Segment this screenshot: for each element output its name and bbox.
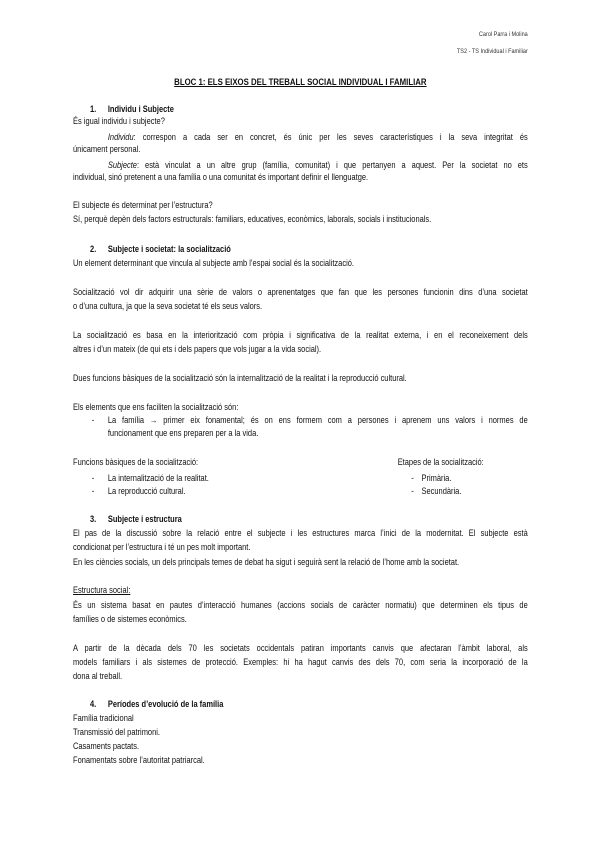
page-title: BLOC 1: ELS EIXOS DEL TREBALL SOCIAL INDIVIDUAL I FAMILIAR xyxy=(174,77,427,87)
question: El subjecte és determinat per l’estructura? xyxy=(73,200,213,210)
funcions-title: Funcions bàsiques de la socialització: xyxy=(73,457,199,467)
bullet-dash: - xyxy=(411,486,414,496)
paragraph-line: El pas de la discussió sobre la relació entre el subjecte i les estructures marca l’inici de la modernitat. El subjecte està xyxy=(73,528,528,538)
bullet-dash: - xyxy=(411,473,414,483)
list-line: Casaments pactats. xyxy=(73,741,140,751)
paragraph-line: Els elements que ens faciliten la socialització són: xyxy=(73,402,239,412)
paragraph-line: Dues funcions bàsiques de la socialització són la internalització de la realitat i la reproducció cultural. xyxy=(73,373,407,383)
section-4-heading: Períodes d’evolució de la família xyxy=(107,699,224,709)
list-item: La reproducció cultural. xyxy=(107,486,186,496)
paragraph-line: Un element determinant que vincula al subjecte amb l’espai social és la socialització. xyxy=(73,258,354,268)
paragraph-line: únicament personal. xyxy=(73,144,141,154)
paragraph-line: La socialització es basa en la interiorització com pròpia i significativa de la realitat externa, i en el reconeixement dels xyxy=(73,330,528,340)
section-1-number: 1. xyxy=(90,104,97,114)
paragraph-line: En les ciències socials, un dels principals temes de debat ha sigut i seguirà sent la relació de l’home amb la societat. xyxy=(73,557,460,567)
header-course: TS2 - TS Individual i Familiar xyxy=(456,48,528,55)
list-line: Família tradicional xyxy=(73,713,134,723)
section-3-heading: Subjecte i estructura xyxy=(107,514,182,524)
list-line: Transmissió del patrimoni. xyxy=(73,727,160,737)
paragraph-line: A partir de la dècada dels 70 les societats occidentals patiran importants canvis que afectaran l’àmbit laboral, als xyxy=(73,643,528,653)
list-item: La família → primer eix fonamental; és on ens formem com a persones i aprenem uns valors i normes de xyxy=(107,415,528,425)
section-4-number: 4. xyxy=(90,699,97,709)
paragraph-line: És un sistema basat en pautes d’interacció humanes (accions socials de caràcter normatiu) que determinen els tipus de xyxy=(73,600,528,610)
term: Subjecte xyxy=(107,160,137,170)
question: És igual individu i subjecte? xyxy=(73,116,165,126)
bullet-dash: - xyxy=(91,473,95,483)
paragraph-line: o d’una cultura, ja que la seva societat té els seus valors. xyxy=(73,301,263,311)
paragraph-line: models familiars i als sistemes de protecció. Exemples: hi ha hagut canvis des dels 70, com seria la incorporació de la xyxy=(73,657,528,667)
paragraph-line xyxy=(108,131,528,143)
paragraph-line: individual, sinó pretenent a una família o una comunitat és important definir el llenguatge. xyxy=(73,172,369,182)
paragraph-line: Socialització vol dir adquirir una sèrie de valors o aprenentatges que fan que les persones funcionin dins d’una societat xyxy=(73,287,528,297)
answer: Sí, perquè depèn dels factors estructurals: familiars, educatives, econòmics, laborals, socials i institucionals. xyxy=(73,214,432,224)
paragraph-line: dona al treball. xyxy=(73,671,123,681)
paragraph-line: famílies o de sistemes econòmics. xyxy=(73,614,187,624)
list-item: Secundària. xyxy=(421,486,462,496)
section-3-number: 3. xyxy=(90,514,97,524)
list-line: Fonamentats sobre l’autoritat patriarcal. xyxy=(73,755,205,765)
text: : correspon a cada ser en concret, és únic per les seves característiques i la seva integritat és xyxy=(133,132,528,142)
bullet-dash: - xyxy=(91,486,95,496)
list-item: La internalització de la realitat. xyxy=(107,473,209,483)
section-1-heading: Individu i Subjecte xyxy=(107,104,174,114)
bullet-dash: - xyxy=(91,415,95,425)
list-item: funcionament que ens preparen per a la vida. xyxy=(107,428,259,438)
paragraph-line: condicionat per l’estructura i té un pes molt important. xyxy=(73,542,251,552)
document-page xyxy=(73,0,528,848)
paragraph-line xyxy=(108,159,528,171)
etapes-title: Etapes de la socialització: xyxy=(397,457,484,467)
subheading: Estructura social: xyxy=(73,585,131,595)
list-item: Primària. xyxy=(421,473,452,483)
section-2-heading: Subjecte i societat: la socialització xyxy=(107,244,231,254)
header-author: Carol Parra i Molina xyxy=(478,31,528,38)
section-2-number: 2. xyxy=(90,244,97,254)
term: Individu xyxy=(107,132,134,142)
text: : està vinculat a un altre grup (família, comunitat) i que pertanyen a aquest. Per la societat no ets xyxy=(136,160,528,170)
paragraph-line: altres i d’un mateix (de qui ets i dels papers que vols jugar a la vida social). xyxy=(73,344,322,354)
